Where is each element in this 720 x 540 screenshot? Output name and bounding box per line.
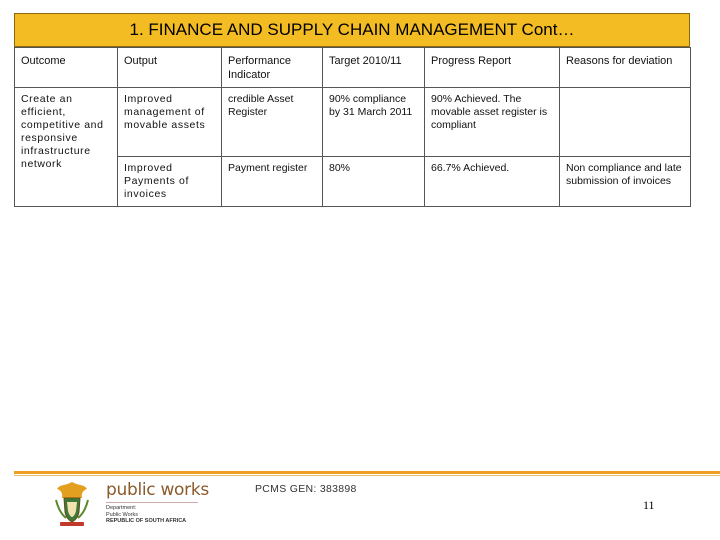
cell-reason: Non compliance and late submission of invoices	[560, 157, 691, 207]
cell-reason	[560, 88, 691, 157]
brand-department: Department:	[106, 505, 137, 511]
cell-output: Improved management of movable assets	[118, 88, 222, 157]
header-performance-indicator: Performance Indicator	[222, 48, 323, 88]
cell-progress: 66.7% Achieved.	[425, 157, 560, 207]
cell-progress: 90% Achieved. The movable asset register is compliant	[425, 88, 560, 157]
performance-table	[14, 47, 691, 207]
slide-title: 1. FINANCE AND SUPPLY CHAIN MANAGEMENT Cont…	[14, 13, 690, 47]
brand-logo	[106, 480, 209, 525]
brand-rule	[106, 502, 198, 503]
table-header-row	[15, 48, 691, 88]
brand-country: REPUBLIC OF SOUTH AFRICA	[106, 518, 187, 524]
cell-output: Improved Payments of invoices	[118, 157, 222, 207]
table-row	[15, 88, 691, 157]
cell-target: 90% compliance by 31 March 2011	[323, 88, 425, 157]
footer-divider	[14, 471, 720, 474]
header-progress-report: Progress Report	[425, 48, 560, 88]
coat-of-arms-icon	[52, 480, 92, 528]
header-target: Target 2010/11	[323, 48, 425, 88]
header-output: Output	[118, 48, 222, 88]
document-reference: PCMS GEN: 383898	[255, 483, 357, 495]
brand-department-name: Public Works	[106, 511, 138, 518]
header-reasons-for-deviation: Reasons for deviation	[560, 48, 691, 88]
header-outcome: Outcome	[15, 48, 118, 88]
cell-outcome: Create an efficient, competitive and responsive infrastructure network	[15, 88, 118, 207]
cell-target: 80%	[323, 157, 425, 207]
cell-indicator: credible Asset Register	[222, 88, 323, 157]
cell-indicator: Payment register	[222, 157, 323, 207]
page-number: 11	[643, 498, 655, 512]
brand-name: public works	[106, 480, 209, 500]
